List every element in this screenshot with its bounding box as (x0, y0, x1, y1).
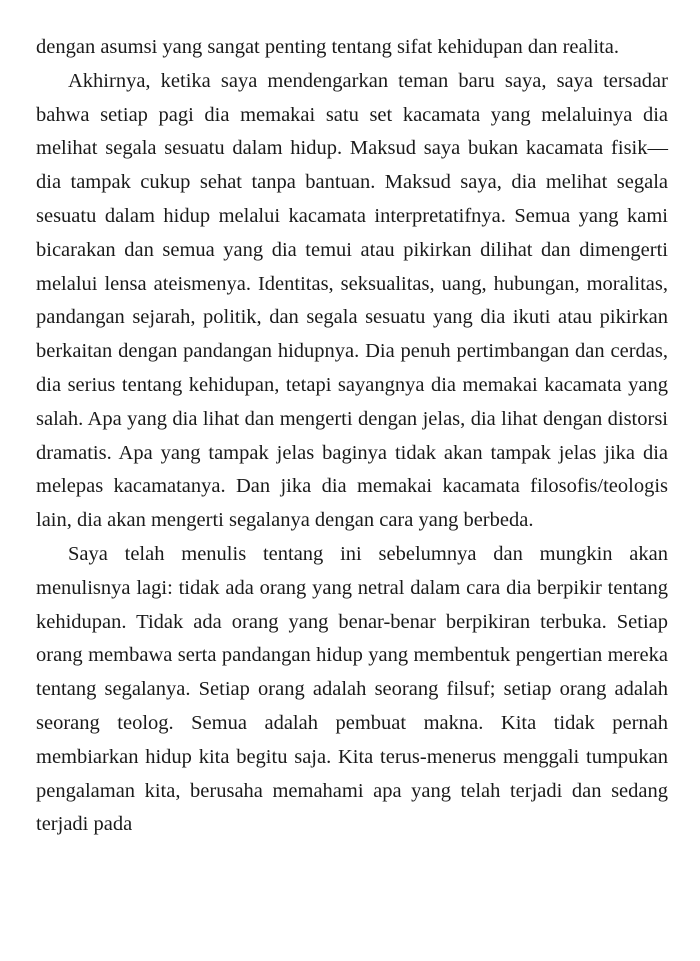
paragraph-pandangan-hidup: Saya telah menulis tentang ini sebelumnya dan mungkin akan menulisnya lagi: tidak ada orang yang netral dalam cara dia berpikir tentang kehidupan. Tidak ada orang yang benar-benar berpikiran terbuka. Setiap orang membawa serta pandangan hidup yang membentuk pengertian mereka tentang segalanya. Setiap orang adalah seorang filsuf; setiap orang adalah seorang teolog. Semua adalah pembuat makna. Kita tidak pernah membiarkan hidup kita begitu saja. Kita terus-menerus menggali tumpukan pengalaman kita, berusaha memahami apa yang telah terjadi dan sedang terjadi pada (36, 542, 668, 836)
document-page (36, 31, 668, 842)
paragraph-continuation: dengan asumsi yang sangat penting tentang sifat kehidupan dan realita. (36, 36, 619, 58)
paragraph-kacamata: Akhirnya, ketika saya mendengarkan teman baru saya, saya tersadar bahwa setiap pagi dia memakai satu set kacamata yang melaluinya dia melihat segala sesuatu dalam hidup. Maksud saya bukan kacamata fisik—dia tampak cukup sehat tanpa bantuan. Maksud saya, dia melihat segala sesuatu dalam hidup melalui kacamata interpretatifnya. Semua yang kami bicarakan dan semua yang dia temui atau pikirkan dilihat dan dimengerti melalui lensa ateismenya. Identitas, seksualitas, uang, hubungan, moralitas, pandangan sejarah, politik, dan segala sesuatu yang dia ikuti atau pikirkan berkaitan dengan pandangan hidupnya. Dia penuh pertimbangan dan cerdas, dia serius tentang kehidupan, tetapi sayangnya dia memakai kacamata yang salah. Apa yang dia lihat dan mengerti dengan jelas, dia lihat dengan distorsi dramatis. Apa yang tampak jelas baginya tidak akan tampak jelas jika dia melepas kacamatanya. Dan jika dia memakai kacamata filosofis/teologis lain, dia akan mengerti segalanya dengan cara yang berbeda. (36, 69, 668, 532)
